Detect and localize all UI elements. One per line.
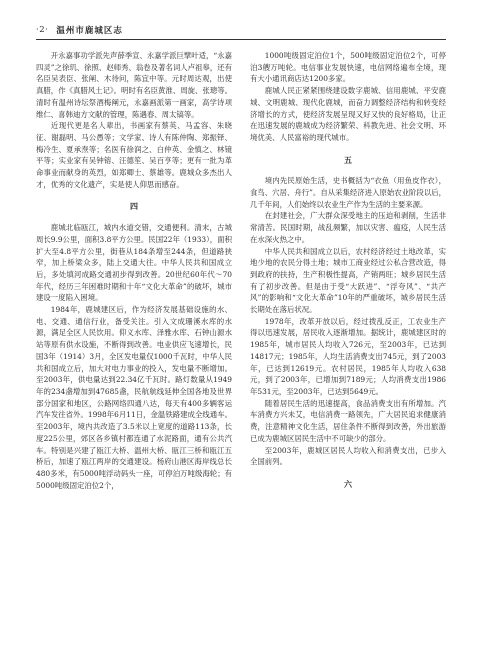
paragraph: 至2003年，鹿城区居民人均收入和消费支出，已步入全国前列。 <box>250 445 446 467</box>
right-column <box>250 50 446 640</box>
left-column <box>36 50 232 640</box>
paragraph: 1000吨级固定泊位1个，500吨级固定泊位2个，可停泊3艘万吨轮。电信事业发展快速，电信网络遍布全境，现有大小通讯商店达1200多家。 <box>250 51 446 84</box>
paragraph: 1984年，鹿城建区后，作为经济发展基础设施的水、电、交通、通信行业，备受关注。引入文成珊溪水库的水源，满足全区人民饮用。仰义水库、泽雅水库、石钟山源水站等原有供水设施，不断得到改善。电业供应飞速增长，民国3年（1914）3月，全区发电量仅1000千瓦时，中华人民共和国成立后，加大对电力事业的投入，发电量不断增加。至2003年，供电量达到22.34亿千瓦时。路灯数量从1949年的234盏增加到47685盏，民航航线延伸全国各地及世界部分国家和地区，公路网络四通八达，每天有400多辆客运汽车发往省外。1998年6月11日，金温铁路建成全线通车。至2003年，境内共改造了3.5米以上宽度的道路113条，长度225公里，郊区各乡镇村都连通了水泥路面，通有公共汽车。特别是兴建了瓯江大桥、温州大桥、瓯江三桥和瓯江五桥后，加速了瓯江两岸的交通建设。杨府山港区海岸线总长480多米，有5000吨浮动码头一座，可停泊万吨级海轮；有5000吨级固定泊位2个， <box>36 305 232 490</box>
book-title: 温州市鹿城区志 <box>56 26 123 36</box>
section-heading-four: 四 <box>130 201 138 212</box>
section-heading-six: 六 <box>344 478 352 489</box>
page-number: ·2· <box>36 25 49 35</box>
header-rule <box>36 39 446 40</box>
paragraph: 鹿城北临瓯江，城内水道交错，交通便利。清末，古城周长9.9公里，面积3.8平方公里。民国22年（1933），面积扩大至4.8平方公里，街巷从184条增至244条，但道路狭窄，加上桥梁众多，陆上交通大往。中华人民共和国成立后，多处填河成路交通初步得到改善。20世纪60年代～70年代，经历三年困难时期和十年“文化大革命”的破坏，城市建设一度陷入困境。 <box>36 223 232 303</box>
paragraph: 在封建社会，广大群众深受地主的压迫和剥削，生活非常清苦。民国时期，战乱频繁，加以灾害、瘟疫，人民生活在水深火热之中。 <box>250 211 446 244</box>
paragraph: 近现代更是名人辈出，书画家有蔡英、马孟容、朱晓征、谢磊明、马公愚等；文学家、诗人有陈仲陶、郑振铎、梅冷生、夏承焘等；名医有徐润之、白仲英、金慎之、林镜平等；实业家有吴钟镕、汪德笙、吴百亨等；更有一批为革命事业而献身的英烈，如郑卿士、蔡雄等。鹿城众多杰出人才，优秀的文化遗产，实是使人仰思而感奋。 <box>36 121 232 189</box>
section-heading-five: 五 <box>344 154 352 165</box>
running-header <box>36 22 442 38</box>
paragraph: 境内先民原始生活，史书概括为“衣鱼（用鱼皮作衣），食鸟、穴居、舟行”。自从采集经济进入原始农业阶段以后，几千年间，人们始终以农业生产作为生活的主要来源。 <box>250 176 446 209</box>
paragraph: 随着居民生活的迅速提高，食品消费支出有所增加。汽车消费方兴未艾，电信消费一路领先，广大居民追求健康消费，注意精神文化生活，居住条件不断得到改善，外出旅游已成为鹿城区居民生活中不可缺少的部分。 <box>250 398 446 443</box>
paragraph: 1978年，改革开放以后，经过拨乱反正，工农业生产得以迅速发展，居民收入逐渐增加。据统计，鹿城建区时的1985年，城市居民人均收入726元，至2003年，已达到14817元；1985年，人均生活消费支出745元，到了2003年，已达到12619元。农村居民，1985年人均收入638元，到了2003年，已增加到7189元；人均消费支出1986年531元，至2003年，已达到5649元。 <box>250 316 446 396</box>
paragraph: 开永嘉事功学派先声薛季宣、永嘉学派巨擘叶适，“永嘉四灵”之徐玑、徐照、赵师秀、翁卷及著名词人卢祖皋，还有名臣吴表臣、张阐、木待问，陈宜中等。元时周达观，出使真腊，作《真腊风土记》。明时有名臣黄淮、周旋、张璁等。清时有温州诗坛祭酒梅阐元，永嘉画派第一画家，高学诗项维仁、喜韩迪方文献的管理，陈遇春、周太镐等。 <box>36 51 232 119</box>
paragraph: 鹿城人民正紧紧围绕建设数字鹿城、信用鹿城、平安鹿城、文明鹿城、现代化鹿城，而奋力调整经济结构和转变经济增长的方式，使经济发展呈现又好又快的良好格局，让正在迅速发展的鹿城成为经济繁荣、科教先进、社会文明、环境优美、人民富裕的现代城市。 <box>250 86 446 142</box>
paragraph: 中华人民共和国成立以后，农村经济经过土地改革，实地少地的农民分得土地；城市工商业经过公私合营改造，得到政府的扶持，生产积极性提高，产销两旺；城乡居民生活有了初步改善。但是由于受“大跃进”、“浮夸风”、“共产风”的影响和“文化大革命”10年的严重破坏，城乡居民生活长期处在落后状况。 <box>250 246 446 315</box>
